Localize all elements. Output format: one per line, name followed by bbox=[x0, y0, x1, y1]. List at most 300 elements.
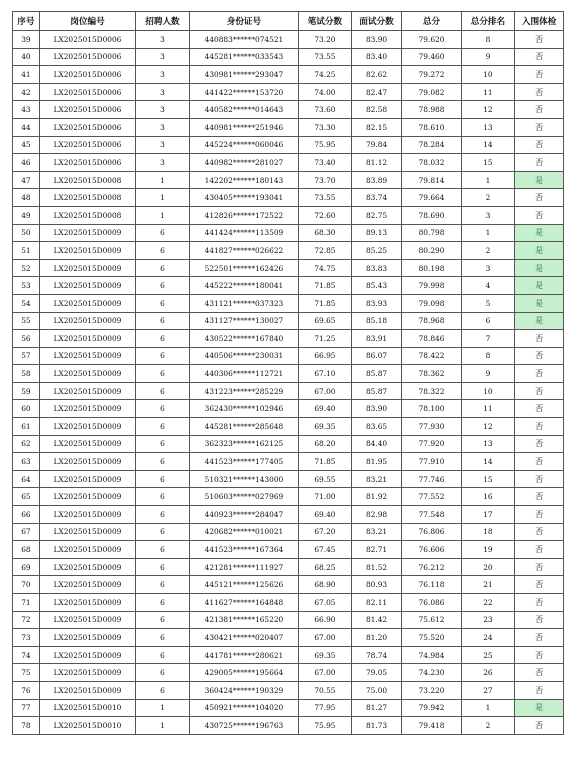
cell-written-score: 68.25 bbox=[299, 558, 352, 576]
cell-written-score: 72.60 bbox=[299, 206, 352, 224]
cell-physical-exam: 否 bbox=[515, 576, 564, 594]
cell-written-score: 75.95 bbox=[299, 136, 352, 154]
table-row bbox=[13, 330, 564, 348]
table-row bbox=[13, 66, 564, 84]
cell-total-rank: 2 bbox=[461, 242, 515, 260]
cell-interview-score: 81.27 bbox=[351, 699, 402, 717]
cell-total-rank: 19 bbox=[461, 541, 515, 559]
cell-total-score: 77.910 bbox=[402, 453, 461, 471]
cell-interview-score: 85.43 bbox=[351, 277, 402, 295]
cell-post-code: LX2025015D0009 bbox=[39, 294, 135, 312]
cell-written-score: 69.55 bbox=[299, 470, 352, 488]
cell-seq: 62 bbox=[13, 435, 40, 453]
cell-total-rank: 8 bbox=[461, 31, 515, 49]
cell-physical-exam: 是 bbox=[515, 259, 564, 277]
cell-written-score: 73.30 bbox=[299, 118, 352, 136]
cell-post-code: LX2025015D0006 bbox=[39, 83, 135, 101]
cell-physical-exam: 否 bbox=[515, 330, 564, 348]
cell-physical-exam: 否 bbox=[515, 382, 564, 400]
table-row bbox=[13, 594, 564, 612]
cell-physical-exam: 否 bbox=[515, 83, 564, 101]
cell-written-score: 68.20 bbox=[299, 435, 352, 453]
table-row bbox=[13, 242, 564, 260]
cell-physical-exam: 是 bbox=[515, 312, 564, 330]
cell-id-number: 411627******164848 bbox=[189, 594, 298, 612]
cell-id-number: 421281******111927 bbox=[189, 558, 298, 576]
cell-interview-score: 82.15 bbox=[351, 118, 402, 136]
cell-physical-exam: 否 bbox=[515, 523, 564, 541]
table-row bbox=[13, 541, 564, 559]
cell-total-rank: 4 bbox=[461, 277, 515, 295]
cell-physical-exam: 否 bbox=[515, 646, 564, 664]
cell-written-score: 71.85 bbox=[299, 277, 352, 295]
table-body bbox=[13, 31, 564, 735]
cell-id-number: 429005******195664 bbox=[189, 664, 298, 682]
cell-recruit-count: 6 bbox=[136, 523, 190, 541]
cell-physical-exam: 否 bbox=[515, 118, 564, 136]
table-row bbox=[13, 83, 564, 101]
cell-recruit-count: 3 bbox=[136, 136, 190, 154]
cell-interview-score: 82.71 bbox=[351, 541, 402, 559]
cell-total-score: 75.612 bbox=[402, 611, 461, 629]
cell-interview-score: 83.90 bbox=[351, 31, 402, 49]
cell-total-score: 73.220 bbox=[402, 681, 461, 699]
cell-seq: 68 bbox=[13, 541, 40, 559]
cell-physical-exam: 否 bbox=[515, 470, 564, 488]
cell-id-number: 445281******033543 bbox=[189, 48, 298, 66]
cell-interview-score: 81.95 bbox=[351, 453, 402, 471]
cell-seq: 39 bbox=[13, 31, 40, 49]
cell-id-number: 430725******196763 bbox=[189, 717, 298, 735]
cell-physical-exam: 否 bbox=[515, 506, 564, 524]
cell-total-score: 78.100 bbox=[402, 400, 461, 418]
cell-recruit-count: 3 bbox=[136, 48, 190, 66]
cell-total-rank: 12 bbox=[461, 418, 515, 436]
cell-id-number: 441781******280621 bbox=[189, 646, 298, 664]
cell-total-rank: 25 bbox=[461, 646, 515, 664]
cell-seq: 60 bbox=[13, 400, 40, 418]
table-row bbox=[13, 717, 564, 735]
table-row bbox=[13, 488, 564, 506]
cell-post-code: LX2025015D0010 bbox=[39, 699, 135, 717]
cell-seq: 53 bbox=[13, 277, 40, 295]
cell-total-rank: 8 bbox=[461, 347, 515, 365]
cell-total-rank: 15 bbox=[461, 154, 515, 172]
cell-seq: 73 bbox=[13, 629, 40, 647]
cell-post-code: LX2025015D0010 bbox=[39, 717, 135, 735]
cell-recruit-count: 1 bbox=[136, 717, 190, 735]
header-seq: 序号 bbox=[13, 12, 40, 31]
cell-total-rank: 7 bbox=[461, 330, 515, 348]
cell-total-score: 76.806 bbox=[402, 523, 461, 541]
table-row bbox=[13, 681, 564, 699]
cell-post-code: LX2025015D0009 bbox=[39, 558, 135, 576]
cell-total-rank: 2 bbox=[461, 717, 515, 735]
cell-recruit-count: 1 bbox=[136, 206, 190, 224]
cell-post-code: LX2025015D0009 bbox=[39, 488, 135, 506]
cell-id-number: 440506******230031 bbox=[189, 347, 298, 365]
cell-recruit-count: 6 bbox=[136, 488, 190, 506]
cell-written-score: 69.40 bbox=[299, 506, 352, 524]
cell-written-score: 73.40 bbox=[299, 154, 352, 172]
cell-total-rank: 10 bbox=[461, 66, 515, 84]
cell-total-rank: 15 bbox=[461, 470, 515, 488]
cell-total-score: 78.284 bbox=[402, 136, 461, 154]
cell-interview-score: 81.42 bbox=[351, 611, 402, 629]
cell-post-code: LX2025015D0009 bbox=[39, 523, 135, 541]
cell-id-number: 450921******104020 bbox=[189, 699, 298, 717]
cell-recruit-count: 6 bbox=[136, 435, 190, 453]
cell-physical-exam: 是 bbox=[515, 171, 564, 189]
cell-total-rank: 11 bbox=[461, 83, 515, 101]
cell-total-score: 80.290 bbox=[402, 242, 461, 260]
cell-post-code: LX2025015D0009 bbox=[39, 365, 135, 383]
cell-post-code: LX2025015D0009 bbox=[39, 347, 135, 365]
header-id-number: 身份证号 bbox=[189, 12, 298, 31]
cell-id-number: 440883******074521 bbox=[189, 31, 298, 49]
cell-total-score: 78.362 bbox=[402, 365, 461, 383]
cell-id-number: 440982******281027 bbox=[189, 154, 298, 172]
cell-recruit-count: 6 bbox=[136, 382, 190, 400]
cell-total-score: 77.548 bbox=[402, 506, 461, 524]
cell-interview-score: 75.00 bbox=[351, 681, 402, 699]
cell-total-score: 77.930 bbox=[402, 418, 461, 436]
cell-written-score: 73.60 bbox=[299, 101, 352, 119]
cell-physical-exam: 否 bbox=[515, 66, 564, 84]
cell-total-score: 79.814 bbox=[402, 171, 461, 189]
cell-interview-score: 85.25 bbox=[351, 242, 402, 260]
cell-recruit-count: 6 bbox=[136, 365, 190, 383]
cell-total-rank: 3 bbox=[461, 206, 515, 224]
cell-total-score: 77.920 bbox=[402, 435, 461, 453]
table-row bbox=[13, 31, 564, 49]
cell-seq: 63 bbox=[13, 453, 40, 471]
cell-total-score: 78.610 bbox=[402, 118, 461, 136]
cell-id-number: 362323******162125 bbox=[189, 435, 298, 453]
cell-total-score: 78.846 bbox=[402, 330, 461, 348]
cell-id-number: 445224******060046 bbox=[189, 136, 298, 154]
cell-physical-exam: 否 bbox=[515, 717, 564, 735]
cell-post-code: LX2025015D0006 bbox=[39, 48, 135, 66]
cell-recruit-count: 3 bbox=[136, 83, 190, 101]
cell-total-score: 80.198 bbox=[402, 259, 461, 277]
cell-total-rank: 9 bbox=[461, 365, 515, 383]
cell-written-score: 73.70 bbox=[299, 171, 352, 189]
cell-post-code: LX2025015D0009 bbox=[39, 681, 135, 699]
cell-written-score: 68.30 bbox=[299, 224, 352, 242]
table-row bbox=[13, 576, 564, 594]
cell-total-score: 79.098 bbox=[402, 294, 461, 312]
cell-recruit-count: 6 bbox=[136, 224, 190, 242]
cell-seq: 66 bbox=[13, 506, 40, 524]
cell-interview-score: 83.21 bbox=[351, 523, 402, 541]
cell-interview-score: 86.07 bbox=[351, 347, 402, 365]
cell-recruit-count: 6 bbox=[136, 558, 190, 576]
cell-post-code: LX2025015D0006 bbox=[39, 118, 135, 136]
header-recruit-count: 招聘人数 bbox=[136, 12, 190, 31]
cell-id-number: 510321******143000 bbox=[189, 470, 298, 488]
table-row bbox=[13, 611, 564, 629]
cell-post-code: LX2025015D0009 bbox=[39, 470, 135, 488]
cell-total-rank: 13 bbox=[461, 435, 515, 453]
cell-id-number: 420682******010021 bbox=[189, 523, 298, 541]
cell-seq: 77 bbox=[13, 699, 40, 717]
cell-seq: 76 bbox=[13, 681, 40, 699]
cell-interview-score: 83.91 bbox=[351, 330, 402, 348]
cell-seq: 75 bbox=[13, 664, 40, 682]
cell-physical-exam: 否 bbox=[515, 488, 564, 506]
cell-id-number: 421381******165220 bbox=[189, 611, 298, 629]
table-row bbox=[13, 382, 564, 400]
table-row bbox=[13, 277, 564, 295]
cell-written-score: 66.95 bbox=[299, 347, 352, 365]
cell-written-score: 69.35 bbox=[299, 418, 352, 436]
cell-seq: 70 bbox=[13, 576, 40, 594]
cell-post-code: LX2025015D0006 bbox=[39, 154, 135, 172]
cell-written-score: 67.00 bbox=[299, 382, 352, 400]
cell-seq: 48 bbox=[13, 189, 40, 207]
cell-id-number: 441523******177405 bbox=[189, 453, 298, 471]
cell-post-code: LX2025015D0009 bbox=[39, 611, 135, 629]
table-row bbox=[13, 365, 564, 383]
cell-id-number: 142202******180143 bbox=[189, 171, 298, 189]
cell-interview-score: 79.05 bbox=[351, 664, 402, 682]
cell-interview-score: 82.62 bbox=[351, 66, 402, 84]
cell-post-code: LX2025015D0006 bbox=[39, 136, 135, 154]
cell-post-code: LX2025015D0009 bbox=[39, 506, 135, 524]
cell-interview-score: 83.40 bbox=[351, 48, 402, 66]
cell-interview-score: 82.11 bbox=[351, 594, 402, 612]
table-row bbox=[13, 435, 564, 453]
cell-seq: 50 bbox=[13, 224, 40, 242]
table-row bbox=[13, 400, 564, 418]
cell-physical-exam: 否 bbox=[515, 541, 564, 559]
cell-total-rank: 1 bbox=[461, 224, 515, 242]
cell-total-rank: 22 bbox=[461, 594, 515, 612]
table-row bbox=[13, 558, 564, 576]
cell-interview-score: 85.87 bbox=[351, 382, 402, 400]
cell-total-score: 76.118 bbox=[402, 576, 461, 594]
cell-total-rank: 14 bbox=[461, 453, 515, 471]
cell-recruit-count: 6 bbox=[136, 594, 190, 612]
cell-total-score: 79.620 bbox=[402, 31, 461, 49]
cell-written-score: 74.75 bbox=[299, 259, 352, 277]
cell-post-code: LX2025015D0009 bbox=[39, 330, 135, 348]
cell-total-rank: 10 bbox=[461, 382, 515, 400]
cell-total-rank: 3 bbox=[461, 259, 515, 277]
cell-total-rank: 1 bbox=[461, 699, 515, 717]
cell-physical-exam: 否 bbox=[515, 48, 564, 66]
cell-recruit-count: 6 bbox=[136, 400, 190, 418]
results-table bbox=[12, 11, 564, 735]
cell-written-score: 74.25 bbox=[299, 66, 352, 84]
cell-interview-score: 83.90 bbox=[351, 400, 402, 418]
table-row bbox=[13, 101, 564, 119]
cell-physical-exam: 否 bbox=[515, 189, 564, 207]
cell-physical-exam: 否 bbox=[515, 347, 564, 365]
cell-total-score: 78.032 bbox=[402, 154, 461, 172]
cell-recruit-count: 6 bbox=[136, 242, 190, 260]
table-row bbox=[13, 154, 564, 172]
cell-recruit-count: 6 bbox=[136, 664, 190, 682]
cell-physical-exam: 是 bbox=[515, 699, 564, 717]
cell-written-score: 67.00 bbox=[299, 664, 352, 682]
cell-post-code: LX2025015D0009 bbox=[39, 629, 135, 647]
cell-post-code: LX2025015D0009 bbox=[39, 664, 135, 682]
table-row bbox=[13, 699, 564, 717]
cell-written-score: 71.85 bbox=[299, 294, 352, 312]
cell-post-code: LX2025015D0009 bbox=[39, 400, 135, 418]
cell-interview-score: 84.40 bbox=[351, 435, 402, 453]
table-row bbox=[13, 189, 564, 207]
cell-post-code: LX2025015D0009 bbox=[39, 259, 135, 277]
cell-physical-exam: 否 bbox=[515, 101, 564, 119]
cell-physical-exam: 否 bbox=[515, 206, 564, 224]
cell-total-rank: 12 bbox=[461, 101, 515, 119]
cell-id-number: 412826******172522 bbox=[189, 206, 298, 224]
cell-written-score: 68.90 bbox=[299, 576, 352, 594]
cell-physical-exam: 否 bbox=[515, 664, 564, 682]
cell-id-number: 430421******020407 bbox=[189, 629, 298, 647]
header-post-code: 岗位编号 bbox=[39, 12, 135, 31]
cell-written-score: 73.55 bbox=[299, 189, 352, 207]
cell-interview-score: 81.20 bbox=[351, 629, 402, 647]
cell-physical-exam: 是 bbox=[515, 224, 564, 242]
cell-total-rank: 13 bbox=[461, 118, 515, 136]
cell-post-code: LX2025015D0009 bbox=[39, 418, 135, 436]
table-row bbox=[13, 224, 564, 242]
cell-interview-score: 81.73 bbox=[351, 717, 402, 735]
cell-total-rank: 24 bbox=[461, 629, 515, 647]
cell-total-rank: 9 bbox=[461, 48, 515, 66]
cell-interview-score: 83.89 bbox=[351, 171, 402, 189]
cell-recruit-count: 6 bbox=[136, 611, 190, 629]
cell-written-score: 77.95 bbox=[299, 699, 352, 717]
cell-interview-score: 81.12 bbox=[351, 154, 402, 172]
cell-total-rank: 21 bbox=[461, 576, 515, 594]
cell-total-score: 78.968 bbox=[402, 312, 461, 330]
cell-physical-exam: 是 bbox=[515, 242, 564, 260]
cell-total-rank: 5 bbox=[461, 294, 515, 312]
cell-physical-exam: 否 bbox=[515, 31, 564, 49]
table-row bbox=[13, 118, 564, 136]
cell-seq: 45 bbox=[13, 136, 40, 154]
cell-written-score: 66.90 bbox=[299, 611, 352, 629]
cell-id-number: 445281******285648 bbox=[189, 418, 298, 436]
cell-interview-score: 82.75 bbox=[351, 206, 402, 224]
cell-id-number: 440923******284047 bbox=[189, 506, 298, 524]
cell-written-score: 71.00 bbox=[299, 488, 352, 506]
cell-recruit-count: 6 bbox=[136, 629, 190, 647]
cell-seq: 54 bbox=[13, 294, 40, 312]
cell-physical-exam: 否 bbox=[515, 418, 564, 436]
table-row bbox=[13, 206, 564, 224]
table-row bbox=[13, 506, 564, 524]
table-row bbox=[13, 418, 564, 436]
cell-recruit-count: 1 bbox=[136, 699, 190, 717]
header-written-score: 笔试分数 bbox=[299, 12, 352, 31]
cell-post-code: LX2025015D0009 bbox=[39, 312, 135, 330]
header-total-rank: 总分排名 bbox=[461, 12, 515, 31]
cell-interview-score: 85.87 bbox=[351, 365, 402, 383]
cell-post-code: LX2025015D0008 bbox=[39, 171, 135, 189]
cell-physical-exam: 否 bbox=[515, 435, 564, 453]
cell-written-score: 70.55 bbox=[299, 681, 352, 699]
cell-total-score: 76.212 bbox=[402, 558, 461, 576]
cell-post-code: LX2025015D0009 bbox=[39, 242, 135, 260]
cell-post-code: LX2025015D0006 bbox=[39, 66, 135, 84]
results-sheet bbox=[12, 11, 564, 735]
cell-interview-score: 79.84 bbox=[351, 136, 402, 154]
cell-interview-score: 83.74 bbox=[351, 189, 402, 207]
cell-interview-score: 89.13 bbox=[351, 224, 402, 242]
cell-seq: 58 bbox=[13, 365, 40, 383]
cell-recruit-count: 6 bbox=[136, 259, 190, 277]
cell-id-number: 441827******026622 bbox=[189, 242, 298, 260]
table-row bbox=[13, 347, 564, 365]
cell-interview-score: 83.93 bbox=[351, 294, 402, 312]
cell-total-rank: 11 bbox=[461, 400, 515, 418]
cell-total-rank: 17 bbox=[461, 506, 515, 524]
table-row bbox=[13, 48, 564, 66]
table-row bbox=[13, 470, 564, 488]
cell-written-score: 69.65 bbox=[299, 312, 352, 330]
cell-total-score: 79.272 bbox=[402, 66, 461, 84]
cell-written-score: 69.35 bbox=[299, 646, 352, 664]
cell-post-code: LX2025015D0009 bbox=[39, 541, 135, 559]
cell-post-code: LX2025015D0009 bbox=[39, 382, 135, 400]
cell-total-score: 78.690 bbox=[402, 206, 461, 224]
cell-physical-exam: 否 bbox=[515, 629, 564, 647]
cell-physical-exam: 否 bbox=[515, 453, 564, 471]
cell-seq: 40 bbox=[13, 48, 40, 66]
header-physical-exam: 入围体检 bbox=[515, 12, 564, 31]
cell-seq: 56 bbox=[13, 330, 40, 348]
cell-interview-score: 81.52 bbox=[351, 558, 402, 576]
cell-written-score: 71.85 bbox=[299, 453, 352, 471]
cell-id-number: 441424******113509 bbox=[189, 224, 298, 242]
cell-post-code: LX2025015D0009 bbox=[39, 646, 135, 664]
cell-recruit-count: 6 bbox=[136, 576, 190, 594]
cell-id-number: 441422******153720 bbox=[189, 83, 298, 101]
cell-total-rank: 6 bbox=[461, 312, 515, 330]
cell-recruit-count: 1 bbox=[136, 171, 190, 189]
header-row bbox=[13, 12, 564, 31]
cell-written-score: 73.20 bbox=[299, 31, 352, 49]
cell-id-number: 441523******167364 bbox=[189, 541, 298, 559]
cell-seq: 46 bbox=[13, 154, 40, 172]
cell-physical-exam: 否 bbox=[515, 594, 564, 612]
cell-seq: 49 bbox=[13, 206, 40, 224]
cell-total-score: 74.230 bbox=[402, 664, 461, 682]
cell-id-number: 360424******190329 bbox=[189, 681, 298, 699]
cell-seq: 51 bbox=[13, 242, 40, 260]
header-total-score: 总分 bbox=[402, 12, 461, 31]
cell-id-number: 431223******285229 bbox=[189, 382, 298, 400]
cell-physical-exam: 否 bbox=[515, 611, 564, 629]
cell-physical-exam: 否 bbox=[515, 154, 564, 172]
cell-recruit-count: 6 bbox=[136, 453, 190, 471]
cell-recruit-count: 6 bbox=[136, 541, 190, 559]
cell-written-score: 67.10 bbox=[299, 365, 352, 383]
table-row bbox=[13, 523, 564, 541]
cell-seq: 65 bbox=[13, 488, 40, 506]
cell-seq: 78 bbox=[13, 717, 40, 735]
cell-interview-score: 83.21 bbox=[351, 470, 402, 488]
cell-physical-exam: 否 bbox=[515, 558, 564, 576]
header-interview-score: 面试分数 bbox=[351, 12, 402, 31]
table-row bbox=[13, 453, 564, 471]
